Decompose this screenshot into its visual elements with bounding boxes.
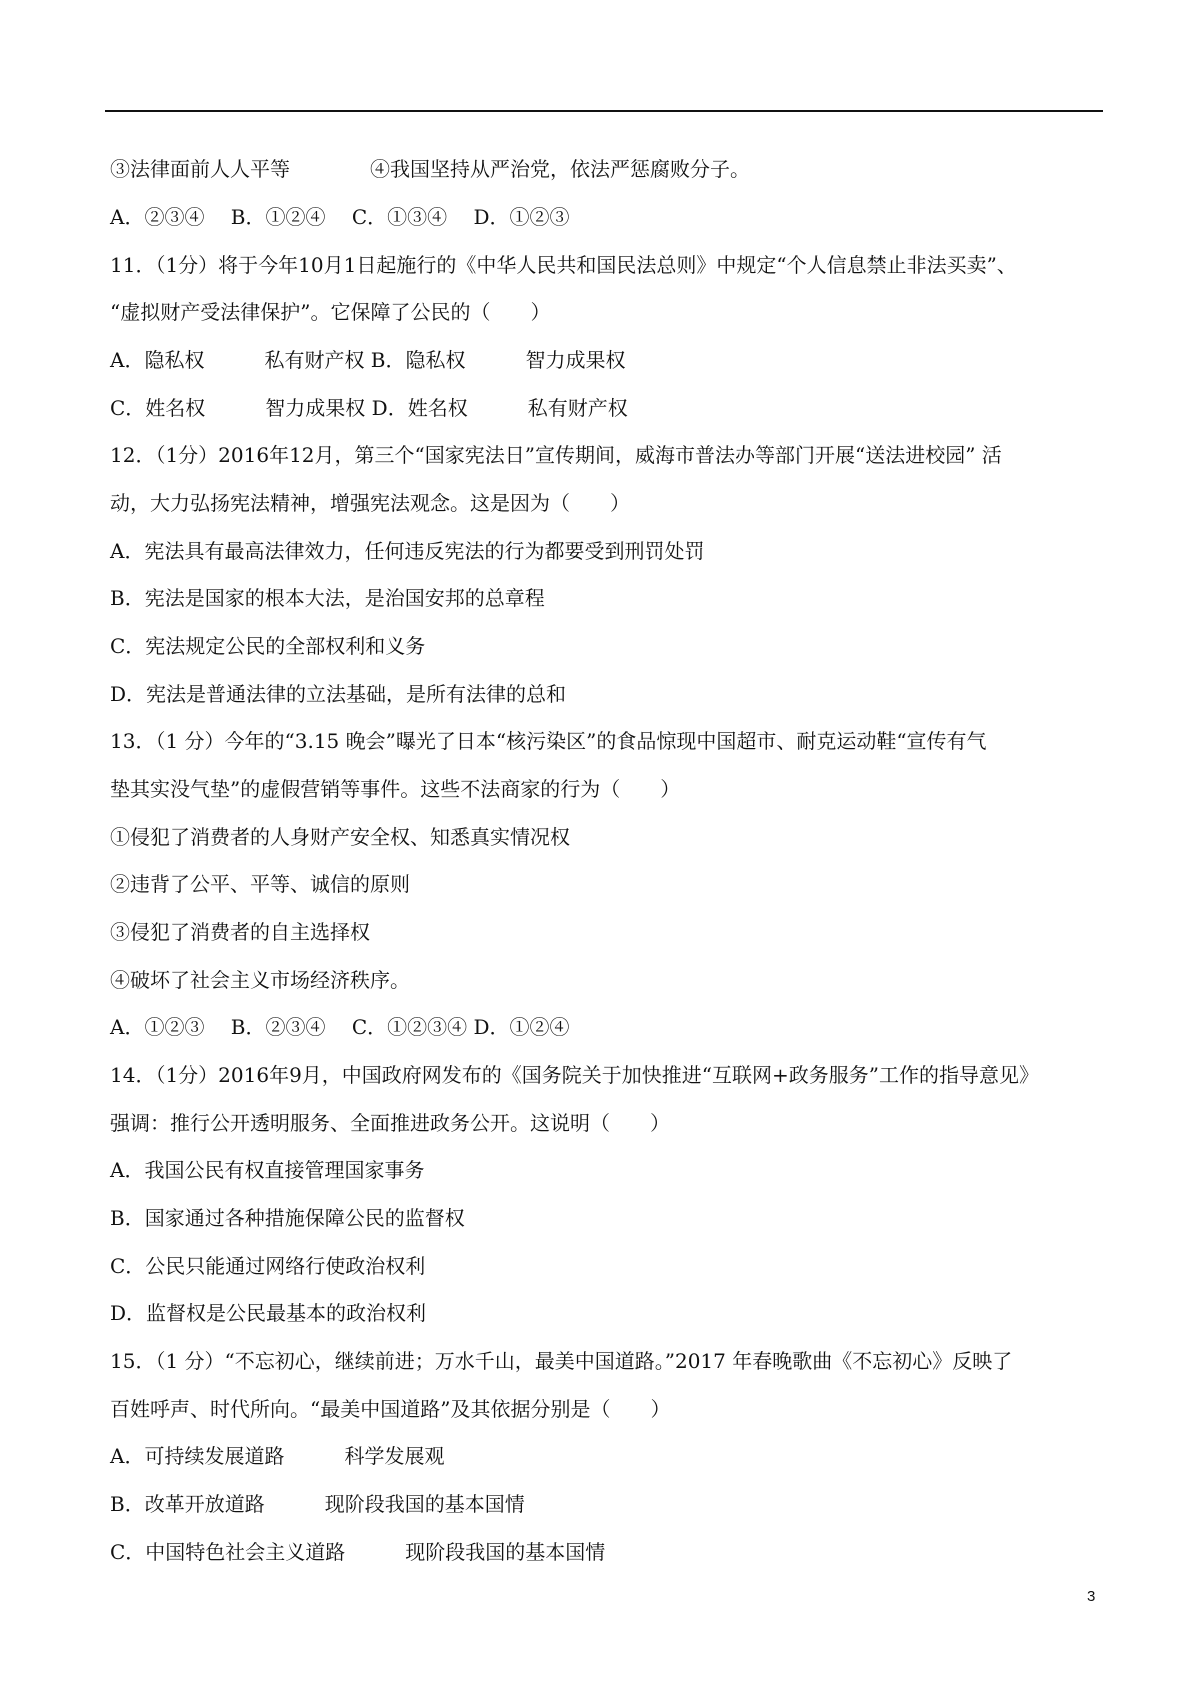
text-line: 12．（1分）2016年12月，第三个“国家宪法日”宣传期间，威海市普法办等部门开展“送法进校园” 活 <box>110 443 1002 467</box>
text-line: D．宪法是普通法律的立法基础，是所有法律的总和 <box>110 682 567 706</box>
text-line: A．②③④ B．①②④ C．①③④ D．①②③ <box>110 205 570 229</box>
text-line: 动，大力弘扬宪法精神，增强宪法观念。这是因为（ ） <box>110 491 630 515</box>
text-line: C．宪法规定公民的全部权利和义务 <box>110 634 426 658</box>
text-line: ①侵犯了消费者的人身财产安全权、知悉真实情况权 <box>110 825 570 849</box>
text-line: A．①②③ B．②③④ C．①②③④ D．①②④ <box>110 1015 570 1039</box>
page-number: 3 <box>1087 1588 1096 1605</box>
text-line: B．改革开放道路 现阶段我国的基本国情 <box>110 1492 525 1516</box>
text-line: 强调：推行公开透明服务、全面推进政务公开。这说明（ ） <box>110 1111 670 1135</box>
text-line: C．姓名权 智力成果权 D．姓名权 私有财产权 <box>110 396 628 420</box>
header-rule <box>105 110 1103 112</box>
text-line: 14．（1分）2016年9月，中国政府网发布的《国务院关于加快推进“互联网+政务服务”工作的指导意见》 <box>110 1063 1040 1087</box>
text-line: 百姓呼声、时代所向。“最美中国道路”及其依据分别是（ ） <box>110 1397 671 1421</box>
text-line: 11．（1分）将于今年10月1日起施行的《中华人民共和国民法总则》中规定“个人信息禁止非法买卖”、 <box>110 253 1017 277</box>
text-line: 13．（1 分）今年的“3.15 晚会”曝光了日本“核污染区”的食品惊现中国超市、耐克运动鞋“宣传有气 <box>110 729 987 753</box>
text-line: ②违背了公平、平等、诚信的原则 <box>110 872 410 896</box>
text-line: D．监督权是公民最基本的政治权利 <box>110 1301 427 1325</box>
text-line: A．可持续发展道路 科学发展观 <box>110 1444 445 1468</box>
text-line: A．我国公民有权直接管理国家事务 <box>110 1158 425 1182</box>
text-line: 15．（1 分）“不忘初心，继续前进；万水千山，最美中国道路。”2017 年春晚歌曲《不忘初心》反映了 <box>110 1349 1013 1373</box>
text-line: A．隐私权 私有财产权 B．隐私权 智力成果权 <box>110 348 626 372</box>
text-line: C．中国特色社会主义道路 现阶段我国的基本国情 <box>110 1540 606 1564</box>
text-line: B．国家通过各种措施保障公民的监督权 <box>110 1206 465 1230</box>
text-line: 垫其实没气垫”的虚假营销等事件。这些不法商家的行为（ ） <box>110 777 681 801</box>
text-line: C．公民只能通过网络行使政治权利 <box>110 1254 426 1278</box>
text-line: ④破坏了社会主义市场经济秩序。 <box>110 968 410 992</box>
text-line: ③侵犯了消费者的自主选择权 <box>110 920 370 944</box>
text-line: B．宪法是国家的根本大法，是治国安邦的总章程 <box>110 586 545 610</box>
text-line: “虚拟财产受法律保护”。它保障了公民的（ ） <box>110 300 551 324</box>
text-line: ③法律面前人人平等 ④我国坚持从严治党，依法严惩腐败分子。 <box>110 157 750 181</box>
text-line: A．宪法具有最高法律效力，任何违反宪法的行为都要受到刑罚处罚 <box>110 539 705 563</box>
